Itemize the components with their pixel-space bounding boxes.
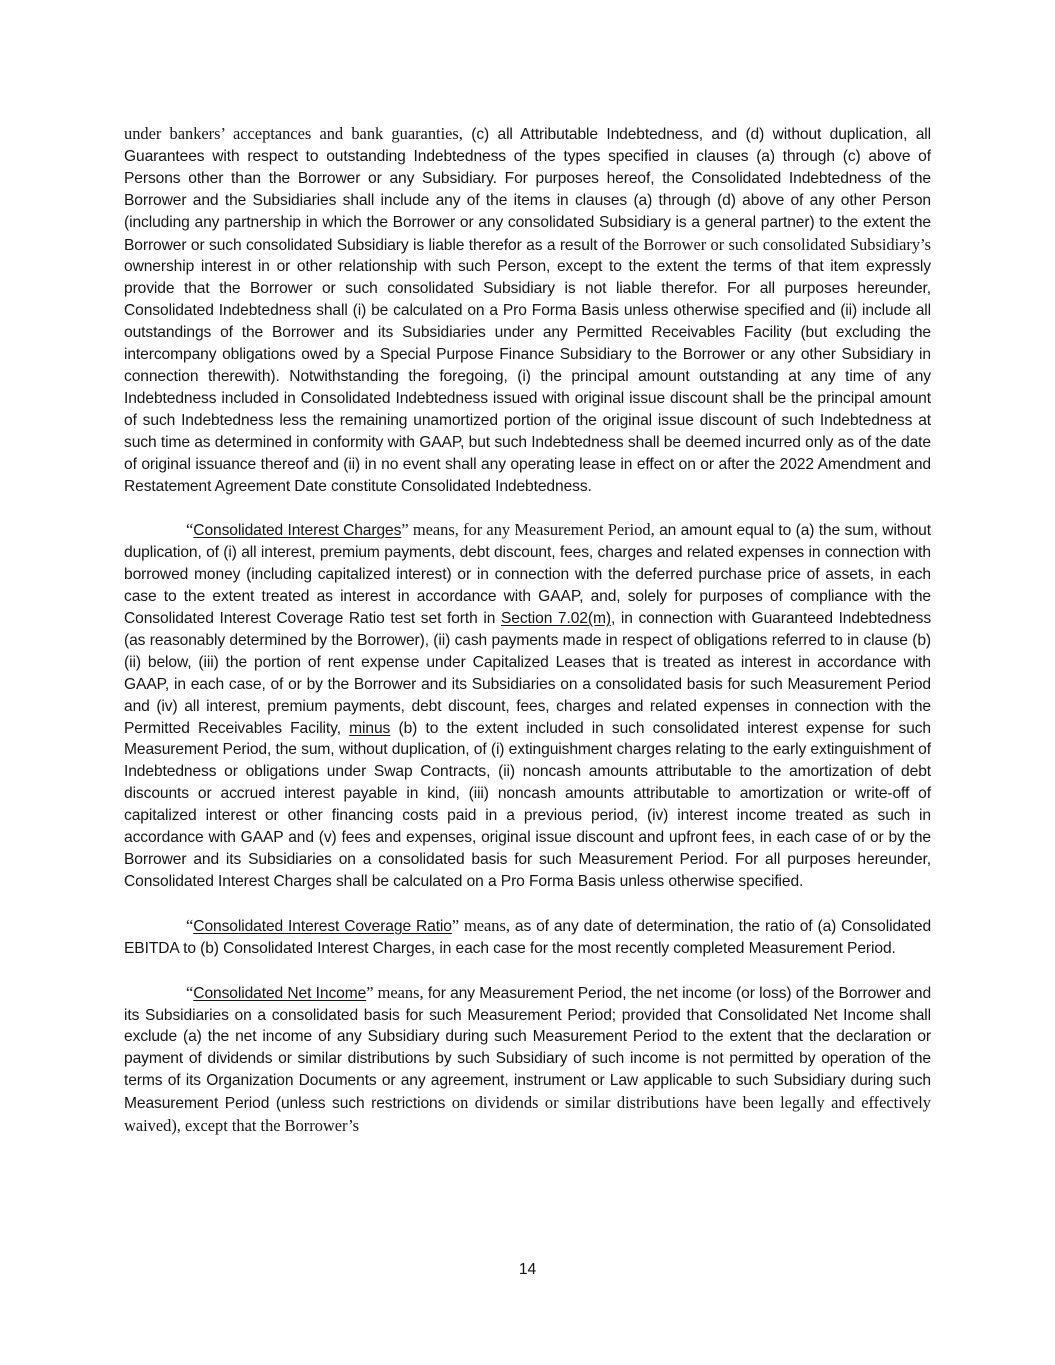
open-quote: “ xyxy=(186,982,194,1002)
definition-consolidated-interest-coverage-ratio xyxy=(124,915,931,960)
open-quote: “ xyxy=(186,915,194,935)
minus-term: minus xyxy=(349,719,391,737)
page-number: 14 xyxy=(518,1261,537,1278)
means-text: ” means, for any Measurement Period, xyxy=(401,520,655,540)
means-text: ” means, xyxy=(366,982,424,1002)
defined-term: Consolidated Interest Coverage Ratio xyxy=(193,917,452,935)
section-reference: Section 7.02(m) xyxy=(500,610,611,628)
text-run: for any Measurement Period, the net income (or loss) of the Borrower and its Subsidiaries on a consolidated basis for such Measurement Period; provided that Consolidated Net Income shall exclude (a) the net income of any Subsidiary during such Measurement Period to the extent that the declaration or payment of dividends or similar distributions by such Subsidiary of such income is not permitted by operation of the terms of its Organization Documents or any agreement, instrument or Law applicable to such Subsidiary during such Measurement Period (unless such restrictions xyxy=(124,984,932,1113)
definition-consolidated-interest-charges xyxy=(124,519,931,892)
text-run: , in connection with Guaranteed Indebtedness (as reasonably determined by the Borrower), (ii) cash payments made in respect of obligations referred to in clause (b)(ii) below, (iii) the portion of rent expense under Capitalized Leases that is treated as interest in accordance with GAAP, in each case, of or by the Borrower and its Subsidiaries on a consolidated basis for such Measurement Period and (iv) all interest, premium payments, debt discount, fees, charges and related expenses in connection with the Permitted Receivables Facility, xyxy=(124,610,932,737)
text-run: on dividends or similar distributions have been legally and effectively waived), except that the Borrower’s xyxy=(124,1093,931,1136)
document-page xyxy=(124,123,931,1160)
text-run: an amount equal to (a) the sum, without duplication, of (i) all interest, premium payments, debt discount, fees, charges and related expenses in connection with borrowed money (including capitalized interest) or in connection with the deferred purchase price of assets, in each case to the extent treated as interest in accordance with GAAP, and, solely for purposes of compliance with the Consolidated Interest Coverage Ratio test set forth in xyxy=(124,522,931,628)
open-quote: “ xyxy=(186,520,194,540)
defined-term: Consolidated Interest Charges xyxy=(193,522,402,540)
definition-consolidated-net-income xyxy=(124,982,931,1138)
text-run: (c) all Attributable Indebtedness, and (d) without duplication, all Guarantees with respect to outstanding Indebtedness of the types specified in clauses (a) through (c) above of Persons other than the Borrower or any Subsidiary. For purposes hereof, the Consolidated Indebtedness of the Borrower and the Subsidiaries shall include any of the items in clauses (a) through (d) above of any other Person (including any partnership in which the Borrower or any consolidated Subsidiary is a general partner) to the extent the Borrower or such consolidated Subsidiary is liable therefor as a result of xyxy=(124,126,931,254)
paragraph-consolidated-indebtedness-continued xyxy=(124,123,931,497)
means-text: ” means, xyxy=(451,915,510,935)
text-run: under bankers’ acceptances and bank guaranties, xyxy=(124,124,463,143)
text-run: ownership interest in or other relationship with such Person, except to the extent the terms of that item expressly provide that the Borrower or such consolidated Subsidiary is not liable therefor. For all purposes hereunder, Consolidated Indebtedness shall (i) be calculated on a Pro Forma Basis unless otherwise specified and (ii) include all outstandings of the Borrower and its Subsidiaries under any Permitted Receivables Facility (but excluding the intercompany obligations owed by a Special Purpose Finance Subsidiary to the Borrower or any other Subsidiary in connection therewith). Notwithstanding the foregoing, (i) the principal amount outstanding at any time of any Indebtedness included in Consolidated Indebtedness issued with original issue discount shall be the principal amount of such Indebtedness less the remaining unamortized portion of the original issue discount of such Indebtedness at such time as determined in conformity with GAAP, but such Indebtedness shall be deemed incurred only as of the date of original issuance thereof and (ii) in no event shall any operating lease in effect on or after the 2022 Amendment and Restatement Agreement Date constitute Consolidated Indebtedness. xyxy=(124,258,931,495)
text-run: as of any date of determination, the ratio of (a) Consolidated EBITDA to (b) Consolidated Interest Charges, in each case for the most recently completed Measurement Period. xyxy=(124,917,932,957)
text-run: (b) to the extent included in such consolidated interest expense for such Measurement Period, the sum, without duplication, of (i) extinguishment charges relating to the early extinguishment of Indebtedness or obligations under Swap Contracts, (ii) noncash amounts attributable to the amortization of debt discounts or accrued interest payable in kind, (iii) noncash amounts attributable to amortization or write-off of capitalized interest or other financing costs paid in a previous period, (iv) interest income treated as such in accordance with GAAP and (v) fees and expenses, original issue discount and upfront fees, in each case of or by the Borrower and its Subsidiaries on a consolidated basis for such Measurement Period. For all purposes hereunder, Consolidated Interest Charges shall be calculated on a Pro Forma Basis unless otherwise specified. xyxy=(124,719,931,890)
text-run: the Borrower or such consolidated Subsidiary’s xyxy=(619,234,931,254)
defined-term: Consolidated Net Income xyxy=(193,984,367,1002)
